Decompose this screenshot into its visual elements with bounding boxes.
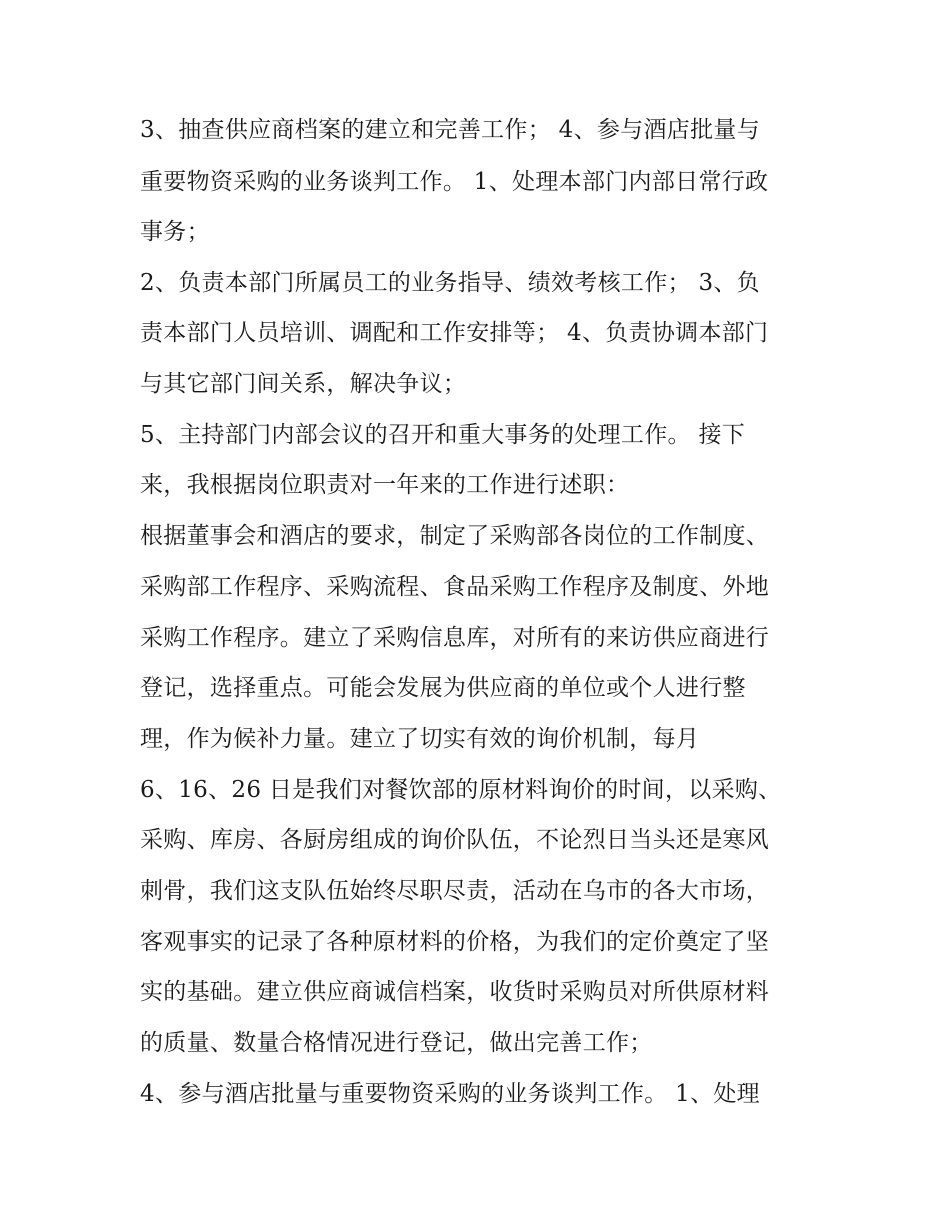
text-line: 事务；	[140, 219, 210, 245]
text-line: 采购、库房、各厨房组成的询价队伍，不论烈日当头还是寒风	[140, 827, 770, 853]
text-line: 责本部门人员培训、调配和工作安排等； 4、负责协调本部门	[140, 320, 769, 346]
text-line: 根据董事会和酒店的要求，制定了采购部各岗位的工作制度、	[140, 523, 770, 549]
text-line: 2、负责本部门所属员工的业务指导、绩效考核工作； 3、负	[140, 270, 760, 296]
text-line: 6、16、26 日是我们对餐饮部的原材料询价的时间，以采购、	[140, 777, 782, 803]
text-line: 重要物资采购的业务谈判工作。 1、处理本部门内部日常行政	[140, 169, 769, 195]
text-line: 3、抽查供应商档案的建立和完善工作； 4、参与酒店批量与	[140, 117, 760, 143]
text-line: 5、主持部门内部会议的召开和重大事务的处理工作。 接下	[140, 422, 746, 448]
text-line: 来，我根据岗位职责对一年来的工作进行述职：	[140, 472, 630, 498]
text-line: 采购工作程序。建立了采购信息库，对所有的来访供应商进行	[140, 625, 770, 651]
text-line: 实的基础。建立供应商诚信档案，收货时采购员对所供原材料	[140, 979, 770, 1005]
text-line: 理，作为候补力量。建立了切实有效的询价机制，每月	[140, 726, 700, 752]
text-line: 登记，选择重点。可能会发展为供应商的单位或个人进行整	[140, 675, 746, 701]
text-line: 的质量、数量合格情况进行登记，做出完善工作；	[140, 1030, 653, 1056]
text-line: 客观事实的记录了各种原材料的价格，为我们的定价奠定了坚	[140, 929, 770, 955]
text-line: 与其它部门间关系，解决争议；	[140, 371, 467, 397]
text-line: 采购部工作程序、采购流程、食品采购工作程序及制度、外地	[140, 574, 770, 600]
text-line: 刺骨，我们这支队伍始终尽职尽责，活动在乌市的各大市场，	[140, 878, 770, 904]
text-line: 4、参与酒店批量与重要物资采购的业务谈判工作。 1、处理	[140, 1081, 760, 1107]
